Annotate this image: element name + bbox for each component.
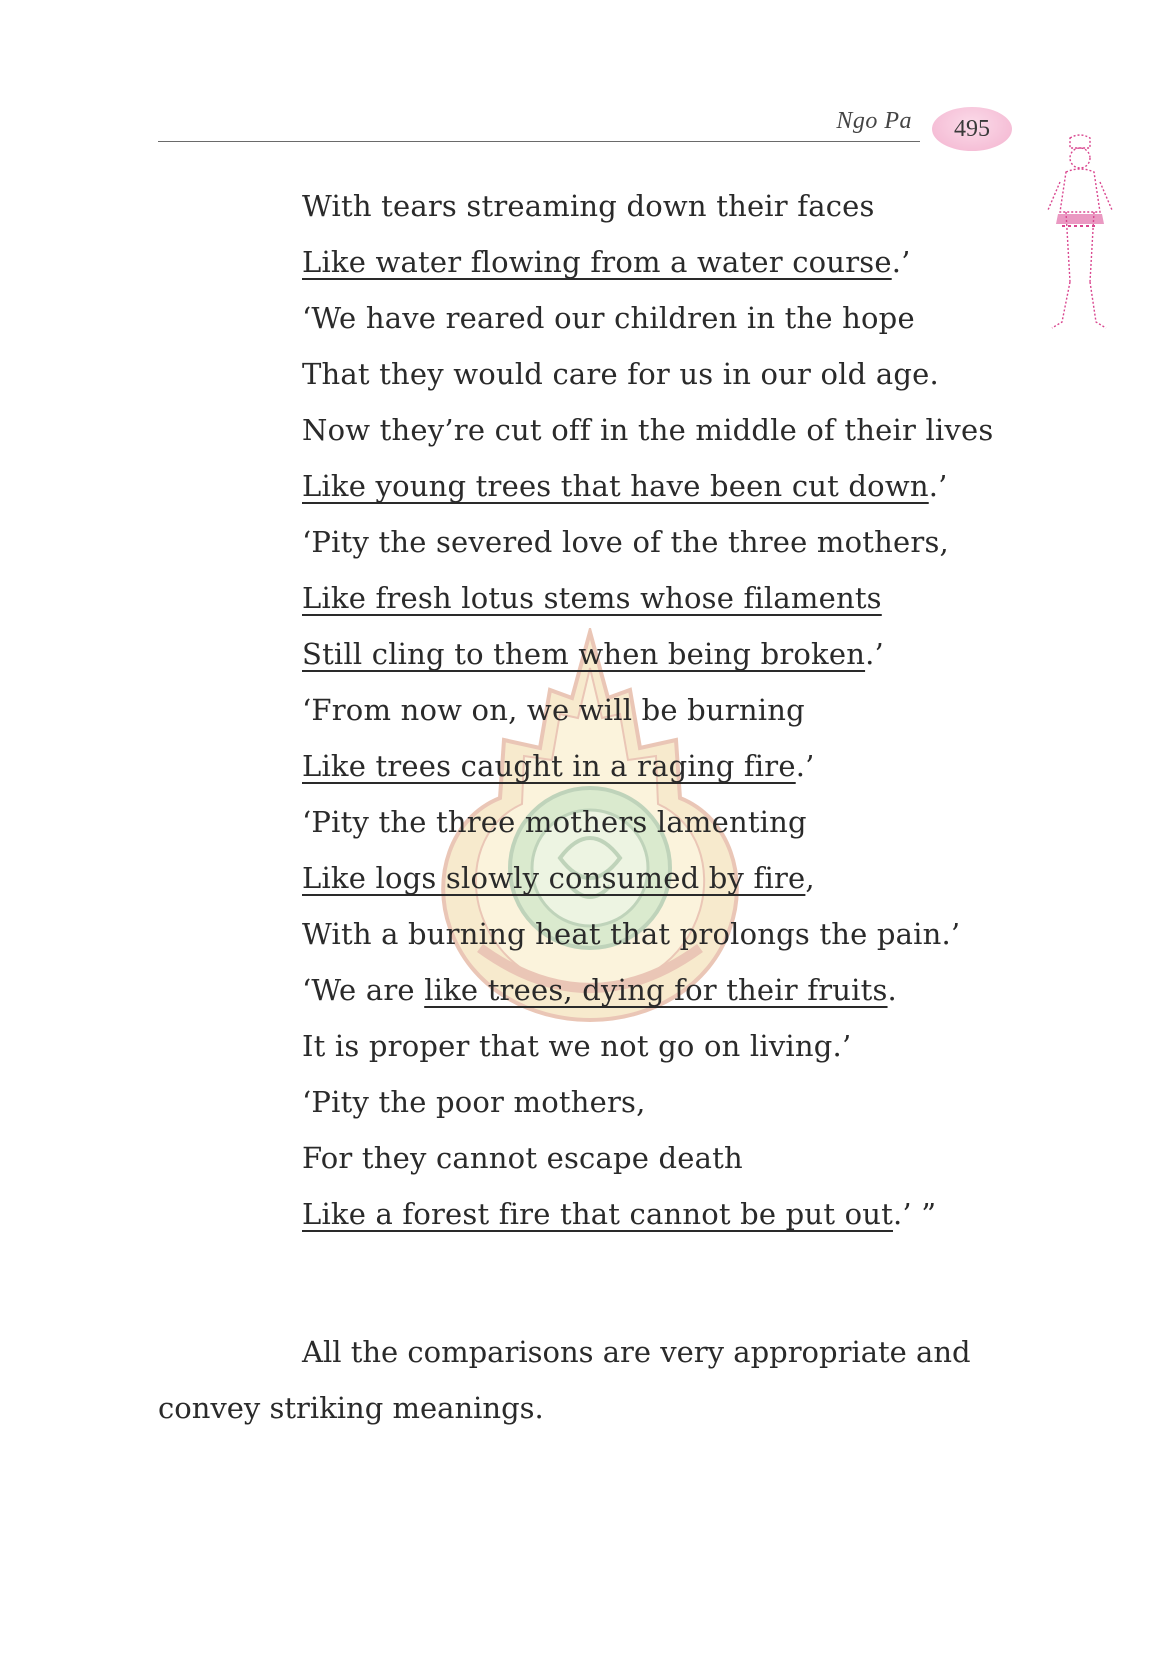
- poem-line: ‘Pity the poor mothers,: [302, 1085, 646, 1119]
- poem-line: Like water flowing from a water course.’: [302, 245, 911, 279]
- poem-line: ‘Pity the three mothers lamenting: [302, 805, 807, 839]
- body-paragraph: [158, 1324, 1018, 1436]
- poem-line: Like logs slowly consumed by fire,: [302, 861, 815, 895]
- running-head: Ngo Pa: [836, 108, 912, 134]
- body-paragraph-text: All the comparisons are very appropriate and convey striking meanings.: [158, 1335, 971, 1425]
- poem-line: Like fresh lotus stems whose filaments: [302, 581, 882, 615]
- poem-line: ‘We are like trees, dying for their fruits.: [302, 973, 897, 1007]
- poem-line: Like young trees that have been cut down.’: [302, 469, 948, 503]
- poem-line: That they would care for us in our old age.: [302, 357, 939, 391]
- page-number-badge: [932, 107, 1012, 151]
- header-rule: [158, 141, 920, 142]
- poem-line: With tears streaming down their faces: [302, 189, 875, 223]
- poem-line: For they cannot escape death: [302, 1141, 743, 1175]
- poem-line: Like trees caught in a raging fire.’: [302, 749, 815, 783]
- poem-line: ‘Pity the severed love of the three mothers,: [302, 525, 949, 559]
- decorative-figure-icon: [1040, 132, 1120, 342]
- poem-line: ‘From now on, we will be burning: [302, 693, 805, 727]
- poem-line: ‘We have reared our children in the hope: [302, 301, 915, 335]
- poem-stanza: [302, 178, 993, 1242]
- poem-line: With a burning heat that prolongs the pain.’: [302, 917, 961, 951]
- poem-line: Still cling to them when being broken.’: [302, 637, 884, 671]
- poem-line: Like a forest fire that cannot be put out.’ ”: [302, 1197, 937, 1231]
- page-number: 495: [954, 115, 990, 142]
- poem-line: Now they’re cut off in the middle of their lives: [302, 413, 994, 447]
- poem-line: It is proper that we not go on living.’: [302, 1029, 852, 1063]
